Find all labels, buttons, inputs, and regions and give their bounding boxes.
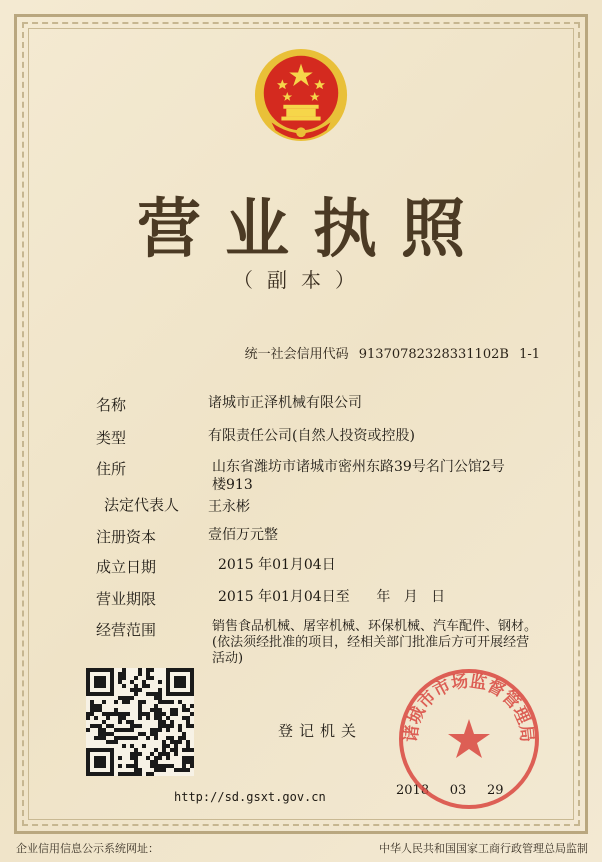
copy-number: 1-1: [519, 347, 540, 362]
field-value: 有限责任公司(自然人投资或控股): [208, 428, 415, 444]
field-label: 成立日期: [96, 558, 157, 576]
field-label: 营业期限: [96, 590, 157, 608]
document-title: 营业执照: [137, 193, 489, 267]
field-label: 类型: [96, 429, 127, 447]
field-value: 诸城市正泽机械有限公司: [208, 395, 362, 411]
footer-left-text: 企业信用信息公示系统网址：: [16, 842, 159, 855]
address-line-2: 楼913: [212, 477, 253, 493]
official-seal-icon: [394, 664, 544, 814]
scope-line-1: 销售食品机械、屠宰机械、环保机械、汽车配件、钢材。: [212, 619, 538, 634]
field-label: 名称: [96, 396, 127, 414]
credit-code-value: 91370782328331102B: [358, 347, 509, 362]
registration-authority-label: 登记机关: [278, 722, 363, 740]
address-line-1: 山东省潍坊市诸城市密州东路39号名门公馆2号: [212, 459, 505, 475]
footer-right-text: 中华人民共和国国家工商行政管理总局监制: [379, 842, 588, 855]
field-value: 2015 年01月04日: [218, 557, 336, 573]
credit-code-label: 统一社会信用代码: [244, 347, 349, 362]
gsxt-url: http://sd.gsxt.gov.cn: [174, 790, 326, 804]
national-emblem-icon: [252, 46, 350, 144]
field-label: 法定代表人: [104, 496, 180, 514]
field-label: 经营范围: [96, 621, 157, 639]
field-value: [212, 619, 537, 667]
scope-line-2: (依法须经批准的项目，经相关部门批准后方可开展经营: [212, 635, 530, 650]
field-value: 王永彬: [208, 499, 250, 515]
document-subtitle: （副本）: [233, 268, 369, 292]
seal-text: 诸城市市场监督管理局: [401, 671, 537, 744]
credit-code-row: [239, 343, 540, 362]
registration-date: 2018 03 29: [396, 783, 504, 798]
field-label: 住所: [96, 460, 127, 478]
field-value: [212, 458, 505, 494]
field-value: 壹佰万元整: [208, 527, 278, 543]
field-value: 2015 年01月04日至 年 月 日: [218, 589, 446, 605]
qr-code-icon: [86, 668, 194, 776]
field-label: 注册资本: [96, 528, 157, 546]
scope-line-3: 活动): [212, 651, 244, 666]
